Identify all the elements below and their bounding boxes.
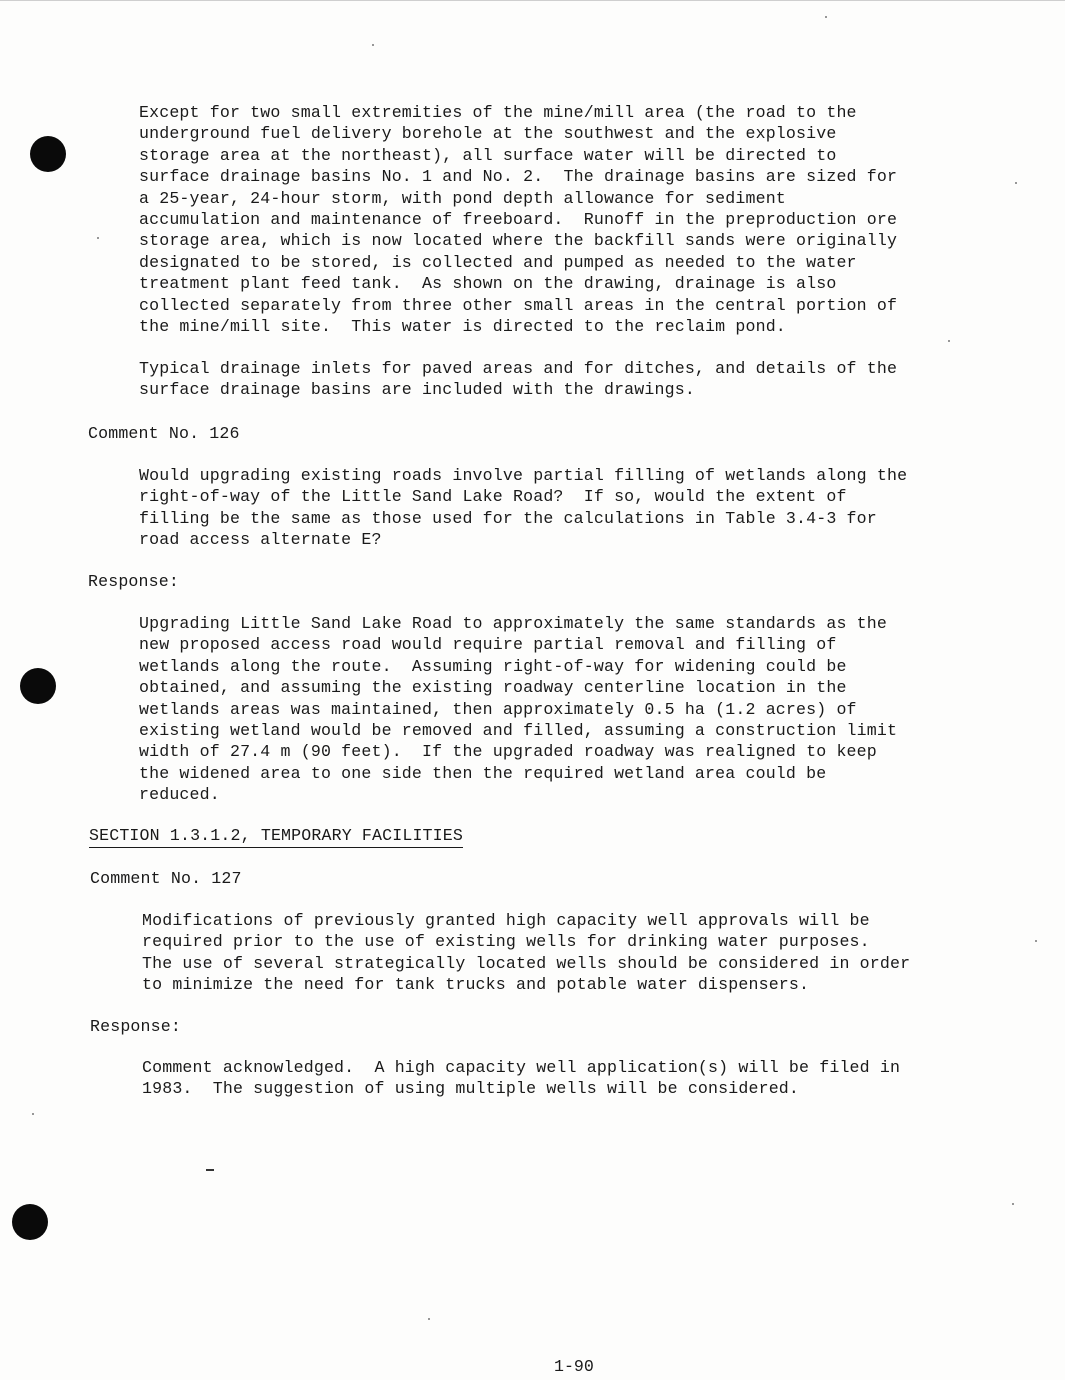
response-126-text: Upgrading Little Sand Lake Road to approximately the same standards as the new proposed access road would require partial removal and filling of wetlands along the route. Assuming right-of-way for widening could be obtained, and assuming the existing roadway centerline location in the wetlands areas was maintained, then approximately 0.5 ha (1.2 acres) of existing wetland would be removed and filled, assuming a construction limit width of 27.4 m (90 feet). If the upgraded roadway was realigned to keep the widened area to one side then the required wetland area could be reduced. bbox=[139, 614, 898, 805]
comment-126-text: Would upgrading existing roads involve partial filling of wetlands along the right-of-way of the Little Sand Lake Road? If so, would the extent of filling be the same as those used for the calculations in Table 3.4-3 for road access alternate E? bbox=[139, 466, 908, 550]
page-top-edge bbox=[0, 0, 1065, 1]
scan-mark bbox=[206, 1169, 214, 1171]
paragraph-drainage-inlets: Typical drainage inlets for paved areas and for ditches, and details of the surface drainage basins are included with the drawings. bbox=[139, 359, 898, 400]
scan-speck bbox=[372, 44, 374, 46]
scan-speck bbox=[825, 16, 827, 18]
comment-126-label: Comment No. 126 bbox=[88, 424, 240, 443]
paragraph-surface-drainage: Except for two small extremities of the mine/mill area (the road to the underground fuel delivery borehole at the southwest and the explosive storage area at the northeast), all surface water will be directed to surface drainage basins No. 1 and No. 2. The drainage basins are sized for a 25-year, 24-hour storm, with pond depth allowance for sediment accumulation and maintenance of freeboard. Runoff in the preproduction ore storage area, which is now located where the backfill sands were originally designated to be stored, is collected and pumped as needed to the water treatment plant feed tank. As shown on the drawing, drainage is also collected separately from three other small areas in the central portion of the mine/mill site. This water is directed to the reclaim pond. bbox=[139, 103, 898, 337]
scan-speck bbox=[428, 1318, 430, 1320]
response-127-text: Comment acknowledged. A high capacity well application(s) will be filed in 1983. The suggestion of using multiple wells will be considered. bbox=[142, 1058, 901, 1099]
scan-speck bbox=[97, 237, 99, 239]
scan-speck bbox=[948, 340, 950, 342]
scan-speck bbox=[32, 1113, 34, 1115]
scan-speck bbox=[1012, 1203, 1014, 1205]
scan-speck bbox=[1015, 182, 1017, 184]
binder-hole-middle bbox=[20, 668, 56, 704]
binder-hole-bottom bbox=[12, 1204, 48, 1240]
comment-127-label: Comment No. 127 bbox=[90, 869, 242, 888]
binder-hole-top bbox=[30, 136, 66, 172]
comment-127-text: Modifications of previously granted high capacity well approvals will be required prior to the use of existing wells for drinking water purposes. The use of several strategically located wells should be considered in order to minimize the need for tank trucks and potable water dispensers. bbox=[142, 911, 911, 995]
page-number: 1-90 bbox=[554, 1357, 594, 1376]
section-heading-temporary-facilities: SECTION 1.3.1.2, TEMPORARY FACILITIES bbox=[89, 825, 463, 848]
response-127-label: Response: bbox=[90, 1017, 181, 1036]
scan-speck bbox=[1035, 940, 1037, 942]
response-126-label: Response: bbox=[88, 572, 179, 591]
